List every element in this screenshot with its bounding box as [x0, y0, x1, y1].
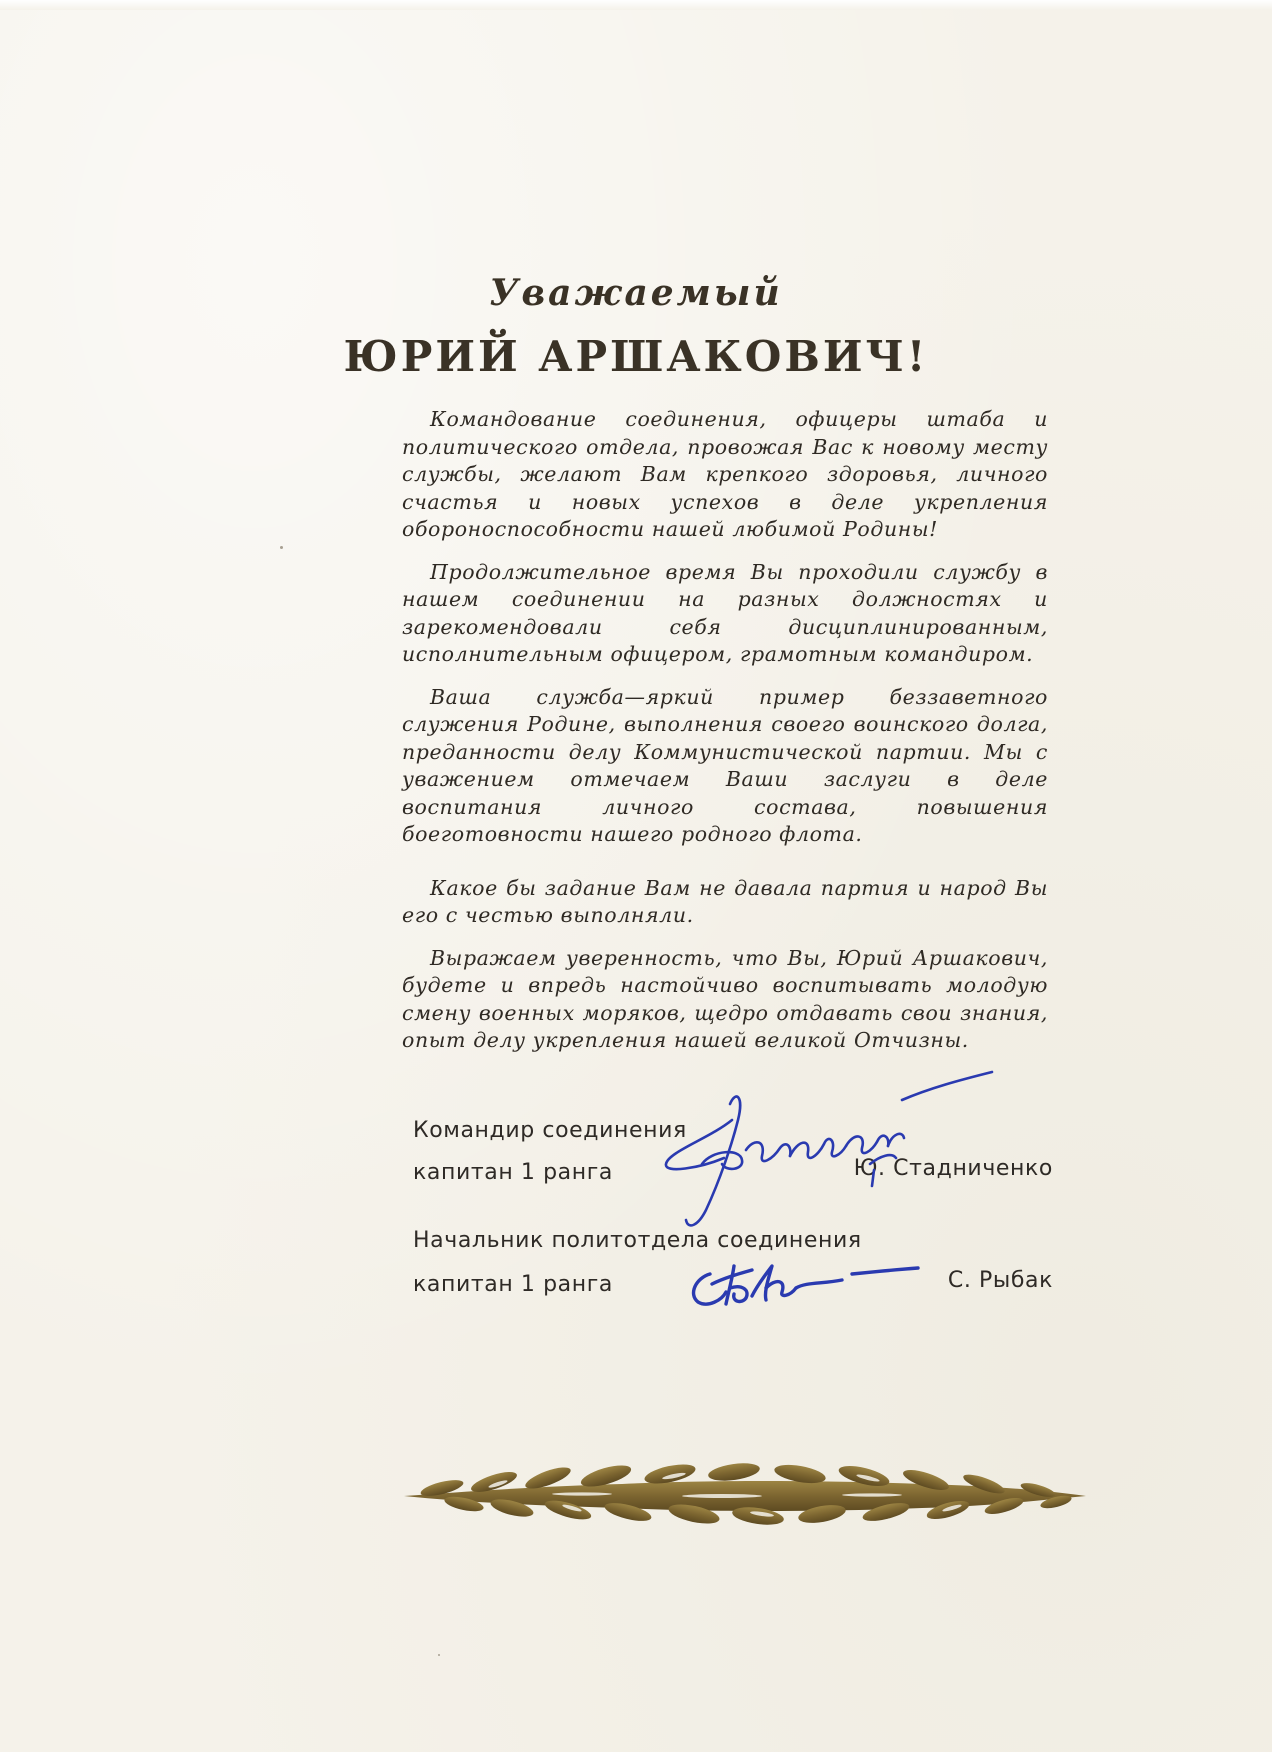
- paragraph-3: Ваша служба—яркий пример беззаветного служения Родине, выполнения своего воинского долга, преданности делу Коммунистической партии. Мы с уважением отмечаем Ваши заслуги в деле воспитания личного состава, повышения боеготовности нашего родного флота.: [402, 684, 1048, 846]
- paragraph-2: Продолжительное время Вы проходили службу в нашем соединении на разных должностях и зарекомендовали себя дисциплинированным, исполнительным офицером, грамотным командиром.: [402, 559, 1048, 666]
- signature-rybak-icon: [682, 1244, 932, 1324]
- letter-body: [402, 406, 1048, 1070]
- paper-top-edge: [0, 0, 1272, 10]
- signatory-1-position: Командир соединения: [413, 1118, 687, 1143]
- signatory-2-position: Начальник политотдела соединения: [413, 1228, 862, 1253]
- paragraph-1: Командование соединения, офицеры штаба и политического отдела, провожая Вас к новому месту службы, желают Вам крепкого здоровья, личного счастья и новых успехов в деле укрепления обороноспособности нашей любимой Родины!: [402, 407, 1048, 541]
- signatory-1-name: Ю. Стадниченко: [853, 1156, 1053, 1181]
- salutation-line-1: Уважаемый: [489, 272, 783, 314]
- paper-speck: [280, 546, 283, 549]
- signatory-2-name: С. Рыбак: [947, 1268, 1053, 1293]
- paragraph-5: Выражаем уверенность, что Вы, Юрий Аршакович, будете и впредь настойчиво воспитывать молодую смену военных моряков, щедро отдавать свои знания, опыт делу укрепления нашей великой Отчизны.: [402, 945, 1048, 1052]
- signatory-2-rank: капитан 1 ранга: [413, 1272, 613, 1297]
- paragraph-4: Какое бы задание Вам не давала партия и народ Вы его с честью выполняли.: [402, 875, 1048, 927]
- paper-speck: [438, 1654, 440, 1656]
- salutation-name: ЮРИЙ АРШАКОВИЧ!: [343, 332, 929, 381]
- signatory-1-rank: капитан 1 ранга: [413, 1160, 613, 1185]
- signature-stadnichenko-icon: [640, 1060, 1000, 1240]
- laurel-branch-ornament-icon: [402, 1462, 1088, 1526]
